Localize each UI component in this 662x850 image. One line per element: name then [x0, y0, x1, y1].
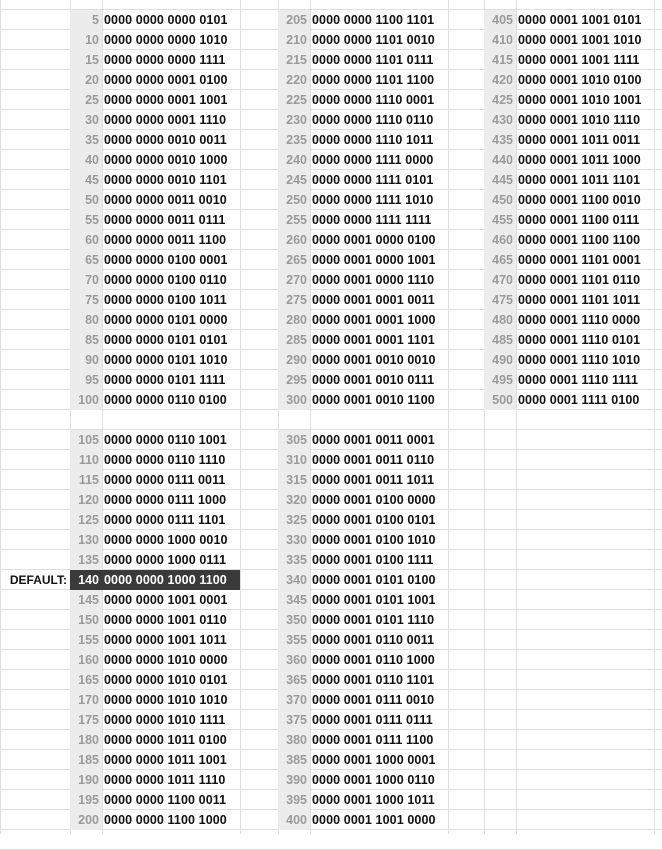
decimal-value-cell[interactable]: 30 [70, 110, 102, 130]
decimal-value-cell[interactable]: 155 [70, 630, 102, 650]
decimal-value-cell[interactable]: 95 [70, 370, 102, 390]
decimal-value-cell[interactable]: 485 [484, 330, 516, 350]
binary-value-cell[interactable]: 0000 0001 0110 1101 [312, 673, 435, 687]
binary-value-cell[interactable]: 0000 0001 1001 1111 [518, 53, 640, 67]
binary-value-cell[interactable]: 0000 0001 1000 1011 [312, 793, 435, 807]
binary-value-cell[interactable]: 0000 0001 0000 1110 [312, 273, 435, 287]
binary-value-cell[interactable]: 0000 0000 0110 0100 [104, 393, 227, 407]
binary-value-cell[interactable]: 0000 0001 1010 1001 [518, 93, 642, 107]
decimal-value-cell[interactable]: 130 [70, 530, 102, 550]
decimal-value-cell[interactable]: 380 [278, 730, 310, 750]
decimal-value-cell[interactable]: 470 [484, 270, 516, 290]
binary-value-cell[interactable]: 0000 0001 1110 0101 [518, 333, 641, 347]
binary-value-cell[interactable]: 0000 0001 0100 0000 [312, 493, 436, 507]
decimal-value-cell[interactable]: 385 [278, 750, 310, 770]
decimal-value-cell[interactable]: 230 [278, 110, 310, 130]
binary-value-cell[interactable]: 0000 0000 1011 0100 [104, 733, 227, 747]
decimal-value-cell[interactable]: 245 [278, 170, 310, 190]
binary-value-cell[interactable]: 0000 0001 0010 0111 [312, 373, 435, 387]
binary-value-cell[interactable]: 0000 0000 1010 0000 [104, 653, 228, 667]
binary-value-cell[interactable]: 0000 0001 0011 0001 [312, 433, 435, 447]
decimal-value-cell[interactable]: 440 [484, 150, 516, 170]
decimal-value-cell[interactable]: 215 [278, 50, 310, 70]
decimal-value-cell[interactable]: 400 [278, 810, 310, 830]
binary-value-cell[interactable]: 0000 0000 0111 1101 [104, 513, 226, 527]
binary-value-cell[interactable]: 0000 0001 0101 0100 [312, 573, 436, 587]
decimal-value-cell[interactable]: 495 [484, 370, 516, 390]
binary-value-cell[interactable]: 0000 0000 0011 0111 [104, 213, 226, 227]
binary-value-cell[interactable]: 0000 0000 0101 1010 [104, 353, 228, 367]
binary-value-cell[interactable]: 0000 0001 1011 0011 [518, 133, 641, 147]
binary-value-cell[interactable]: 0000 0000 0100 1011 [104, 293, 227, 307]
decimal-value-cell[interactable]: 15 [70, 50, 102, 70]
binary-value-cell[interactable]: 0000 0001 0011 0110 [312, 453, 435, 467]
binary-value-cell[interactable]: 0000 0001 1001 0101 [518, 13, 642, 27]
decimal-value-cell[interactable]: 480 [484, 310, 516, 330]
decimal-value-cell[interactable]: 240 [278, 150, 310, 170]
decimal-value-cell[interactable]: 345 [278, 590, 310, 610]
binary-value-cell[interactable]: 0000 0000 1100 0011 [104, 793, 227, 807]
binary-value-cell[interactable]: 0000 0000 1000 1100 [102, 570, 240, 590]
decimal-value-cell[interactable]: 445 [484, 170, 516, 190]
binary-value-cell[interactable]: 0000 0000 1001 1011 [104, 633, 227, 647]
decimal-value-cell[interactable]: 375 [278, 710, 310, 730]
binary-value-cell[interactable]: 0000 0001 0001 1000 [312, 313, 436, 327]
binary-value-cell[interactable]: 0000 0001 0101 1110 [312, 613, 435, 627]
binary-value-cell[interactable]: 0000 0000 1000 0010 [104, 533, 228, 547]
decimal-value-cell[interactable]: 235 [278, 130, 310, 150]
decimal-value-cell[interactable]: 475 [484, 290, 516, 310]
decimal-value-cell[interactable]: 35 [70, 130, 102, 150]
decimal-value-cell[interactable]: 125 [70, 510, 102, 530]
decimal-value-cell[interactable]: 320 [278, 490, 310, 510]
decimal-value-cell[interactable]: 165 [70, 670, 102, 690]
decimal-value-cell[interactable]: 350 [278, 610, 310, 630]
decimal-value-cell[interactable]: 355 [278, 630, 310, 650]
decimal-value-cell[interactable]: 185 [70, 750, 102, 770]
binary-value-cell[interactable]: 0000 0000 0100 0110 [104, 273, 227, 287]
binary-value-cell[interactable]: 0000 0000 1100 1101 [312, 13, 435, 27]
decimal-value-cell[interactable]: 135 [70, 550, 102, 570]
binary-value-cell[interactable]: 0000 0000 1111 1111 [312, 213, 432, 227]
decimal-value-cell[interactable]: 90 [70, 350, 102, 370]
binary-value-cell[interactable]: 0000 0001 0111 1100 [312, 733, 434, 747]
decimal-value-cell[interactable]: 270 [278, 270, 310, 290]
decimal-value-cell[interactable]: 265 [278, 250, 310, 270]
binary-value-cell[interactable]: 0000 0000 1001 0001 [104, 593, 228, 607]
binary-value-cell[interactable]: 0000 0001 1101 1011 [518, 293, 641, 307]
decimal-value-cell[interactable]: 170 [70, 690, 102, 710]
decimal-value-cell[interactable]: 50 [70, 190, 102, 210]
decimal-value-cell[interactable]: 55 [70, 210, 102, 230]
decimal-value-cell[interactable]: 80 [70, 310, 102, 330]
binary-value-cell[interactable]: 0000 0000 1110 0110 [312, 113, 434, 127]
decimal-value-cell[interactable]: 310 [278, 450, 310, 470]
binary-value-cell[interactable]: 0000 0001 1100 0111 [518, 213, 640, 227]
decimal-value-cell[interactable]: 220 [278, 70, 310, 90]
binary-value-cell[interactable]: 0000 0000 0111 1000 [104, 493, 227, 507]
binary-value-cell[interactable]: 0000 0000 0000 1111 [104, 53, 226, 67]
decimal-value-cell[interactable]: 425 [484, 90, 516, 110]
decimal-value-cell[interactable]: 145 [70, 590, 102, 610]
decimal-value-cell[interactable]: 25 [70, 90, 102, 110]
binary-value-cell[interactable]: 0000 0001 0100 1010 [312, 533, 436, 547]
decimal-value-cell[interactable]: 195 [70, 790, 102, 810]
decimal-value-cell[interactable]: 300 [278, 390, 310, 410]
decimal-value-cell[interactable]: 40 [70, 150, 102, 170]
binary-value-cell[interactable]: 0000 0000 0100 0001 [104, 253, 228, 267]
decimal-value-cell[interactable]: 180 [70, 730, 102, 750]
decimal-value-cell[interactable]: 225 [278, 90, 310, 110]
binary-value-cell[interactable]: 0000 0000 1010 1111 [104, 713, 226, 727]
decimal-value-cell[interactable]: 390 [278, 770, 310, 790]
decimal-value-cell[interactable]: 370 [278, 690, 310, 710]
default-label: DEFAULT: [9, 573, 67, 587]
decimal-value-cell[interactable]: 120 [70, 490, 102, 510]
binary-value-cell[interactable]: 0000 0001 0110 1000 [312, 653, 435, 667]
binary-value-cell[interactable]: 0000 0000 1011 1001 [104, 753, 227, 767]
binary-value-cell[interactable]: 0000 0000 1110 0001 [312, 93, 435, 107]
binary-value-cell[interactable]: 0000 0001 1101 0110 [518, 273, 641, 287]
binary-value-cell[interactable]: 0000 0000 1111 0000 [312, 153, 434, 167]
binary-value-cell[interactable]: 0000 0000 0110 1110 [104, 453, 226, 467]
decimal-value-cell[interactable]: 455 [484, 210, 516, 230]
decimal-value-cell[interactable]: 450 [484, 190, 516, 210]
decimal-value-cell[interactable]: 295 [278, 370, 310, 390]
binary-value-cell[interactable]: 0000 0000 0010 1000 [104, 153, 228, 167]
binary-value-cell[interactable]: 0000 0001 1101 0001 [518, 253, 641, 267]
decimal-value-cell[interactable]: 490 [484, 350, 516, 370]
decimal-value-cell[interactable]: 435 [484, 130, 516, 150]
binary-value-cell[interactable]: 0000 0001 0111 0010 [312, 693, 435, 707]
decimal-value-cell[interactable]: 70 [70, 270, 102, 290]
binary-value-cell[interactable]: 0000 0000 1110 1011 [312, 133, 434, 147]
binary-value-cell[interactable]: 0000 0001 0001 0011 [312, 293, 435, 307]
binary-value-cell[interactable]: 0000 0000 0011 1100 [104, 233, 227, 247]
decimal-value-cell[interactable]: 75 [70, 290, 102, 310]
decimal-value-cell[interactable]: 100 [70, 390, 102, 410]
decimal-value-cell[interactable]: 395 [278, 790, 310, 810]
binary-value-cell[interactable]: 0000 0001 1000 0110 [312, 773, 435, 787]
decimal-value-cell[interactable]: 115 [70, 470, 102, 490]
decimal-value-cell[interactable]: 340 [278, 570, 310, 590]
binary-value-cell[interactable]: 0000 0001 1001 0000 [312, 813, 436, 827]
decimal-value-cell[interactable]: 200 [70, 810, 102, 830]
decimal-value-cell[interactable]: 175 [70, 710, 102, 730]
binary-value-cell[interactable]: 0000 0001 0100 1111 [312, 553, 434, 567]
binary-value-cell[interactable]: 0000 0000 1101 1100 [312, 73, 435, 87]
binary-value-cell[interactable]: 0000 0001 1001 1010 [518, 33, 642, 47]
binary-value-cell[interactable]: 0000 0001 0100 0101 [312, 513, 436, 527]
binary-value-cell[interactable]: 0000 0000 1011 1110 [104, 773, 226, 787]
decimal-value-cell[interactable]: 210 [278, 30, 310, 50]
decimal-value-cell[interactable]: 280 [278, 310, 310, 330]
binary-value-cell[interactable]: 0000 0001 0010 1100 [312, 393, 435, 407]
decimal-value-cell[interactable]: 85 [70, 330, 102, 350]
binary-value-cell[interactable]: 0000 0001 1010 0100 [518, 73, 642, 87]
binary-value-cell[interactable]: 0000 0001 1100 0010 [518, 193, 641, 207]
binary-value-cell[interactable]: 0000 0000 1111 0101 [312, 173, 434, 187]
binary-value-cell[interactable]: 0000 0001 1010 1110 [518, 113, 641, 127]
decimal-value-cell[interactable]: 110 [70, 450, 102, 470]
binary-value-cell[interactable]: 0000 0001 0000 0100 [312, 233, 436, 247]
binary-value-cell[interactable]: 0000 0001 0001 1101 [312, 333, 435, 347]
binary-value-cell[interactable]: 0000 0000 1000 0111 [104, 553, 227, 567]
binary-value-cell[interactable]: 0000 0000 1010 1010 [104, 693, 228, 707]
binary-value-cell[interactable]: 0000 0000 0111 0011 [104, 473, 226, 487]
binary-value-cell[interactable]: 0000 0000 0010 0011 [104, 133, 227, 147]
decimal-value-cell[interactable]: 415 [484, 50, 516, 70]
decimal-value-cell[interactable]: 5 [70, 10, 102, 30]
decimal-value-cell[interactable]: 460 [484, 230, 516, 250]
decimal-value-cell[interactable]: 285 [278, 330, 310, 350]
binary-value-cell[interactable]: 0000 0000 0001 1001 [104, 93, 228, 107]
decimal-value-cell[interactable]: 10 [70, 30, 102, 50]
binary-value-cell[interactable]: 0000 0001 0000 1001 [312, 253, 436, 267]
decimal-value-cell[interactable]: 465 [484, 250, 516, 270]
binary-value-cell[interactable]: 0000 0001 1110 1010 [518, 353, 641, 367]
binary-value-cell[interactable]: 0000 0000 1001 0110 [104, 613, 227, 627]
binary-value-cell[interactable]: 0000 0001 1110 0000 [518, 313, 641, 327]
decimal-value-cell[interactable]: 275 [278, 290, 310, 310]
binary-value-cell[interactable]: 0000 0000 1101 0111 [312, 53, 434, 67]
binary-value-cell[interactable]: 0000 0001 0110 0011 [312, 633, 435, 647]
decimal-value-cell[interactable]: 20 [70, 70, 102, 90]
binary-value-cell[interactable]: 0000 0001 1000 0001 [312, 753, 436, 767]
decimal-value-cell[interactable]: 360 [278, 650, 310, 670]
binary-value-cell[interactable]: 0000 0000 0011 0010 [104, 193, 227, 207]
binary-value-cell[interactable]: 0000 0001 1011 1101 [518, 173, 641, 187]
binary-value-cell[interactable]: 0000 0001 1100 1100 [518, 233, 641, 247]
binary-value-cell[interactable]: 0000 0001 1110 1111 [518, 373, 639, 387]
binary-value-cell[interactable]: 0000 0000 0000 1010 [104, 33, 228, 47]
decimal-value-cell[interactable]: 315 [278, 470, 310, 490]
decimal-value-cell[interactable]: 255 [278, 210, 310, 230]
binary-value-cell[interactable]: 0000 0000 0001 1110 [104, 113, 227, 127]
decimal-value-cell[interactable]: 105 [70, 430, 102, 450]
binary-value-cell[interactable]: 0000 0001 0011 1011 [312, 473, 435, 487]
binary-value-cell[interactable]: 0000 0000 0010 1101 [104, 173, 227, 187]
decimal-value-cell[interactable]: 430 [484, 110, 516, 130]
decimal-value-cell[interactable]: 250 [278, 190, 310, 210]
binary-value-cell[interactable]: 0000 0000 0101 0000 [104, 313, 228, 327]
decimal-value-cell[interactable]: 335 [278, 550, 310, 570]
decimal-value-cell[interactable]: 160 [70, 650, 102, 670]
decimal-value-cell[interactable]: 330 [278, 530, 310, 550]
binary-value-cell[interactable]: 0000 0001 1111 0100 [518, 393, 640, 407]
decimal-value-cell[interactable]: 260 [278, 230, 310, 250]
decimal-value-cell[interactable]: 325 [278, 510, 310, 530]
decimal-value-cell[interactable]: 45 [70, 170, 102, 190]
decimal-value-cell[interactable]: 420 [484, 70, 516, 90]
binary-value-cell[interactable]: 0000 0000 0101 0101 [104, 333, 228, 347]
binary-value-cell[interactable]: 0000 0000 1010 0101 [104, 673, 228, 687]
decimal-value-cell[interactable]: 150 [70, 610, 102, 630]
binary-value-cell[interactable]: 0000 0000 0001 0100 [104, 73, 228, 87]
binary-value-cell[interactable]: 0000 0001 1011 1000 [518, 153, 641, 167]
binary-value-cell[interactable]: 0000 0000 0000 0101 [104, 13, 228, 27]
decimal-value-cell[interactable]: 65 [70, 250, 102, 270]
binary-value-cell[interactable]: 0000 0001 0101 1001 [312, 593, 436, 607]
decimal-value-cell[interactable]: 365 [278, 670, 310, 690]
decimal-value-cell[interactable]: 190 [70, 770, 102, 790]
decimal-value-cell[interactable]: 305 [278, 430, 310, 450]
binary-value-cell[interactable]: 0000 0000 0110 1001 [104, 433, 227, 447]
binary-value-cell[interactable]: 0000 0001 0111 0111 [312, 713, 433, 727]
decimal-value-cell[interactable]: 205 [278, 10, 310, 30]
decimal-value-cell[interactable]: 60 [70, 230, 102, 250]
decimal-value-cell[interactable]: 500 [484, 390, 516, 410]
decimal-value-cell[interactable]: 405 [484, 10, 516, 30]
binary-value-cell[interactable]: 0000 0000 1111 1010 [312, 193, 434, 207]
binary-value-cell[interactable]: 0000 0000 1100 1000 [104, 813, 227, 827]
decimal-value-cell[interactable]: 410 [484, 30, 516, 50]
binary-value-cell[interactable]: 0000 0000 1101 0010 [312, 33, 435, 47]
binary-value-cell[interactable]: 0000 0001 0010 0010 [312, 353, 436, 367]
decimal-value-cell[interactable]: 140 [70, 570, 102, 590]
decimal-value-cell[interactable]: 290 [278, 350, 310, 370]
binary-value-cell[interactable]: 0000 0000 0101 1111 [104, 373, 226, 387]
